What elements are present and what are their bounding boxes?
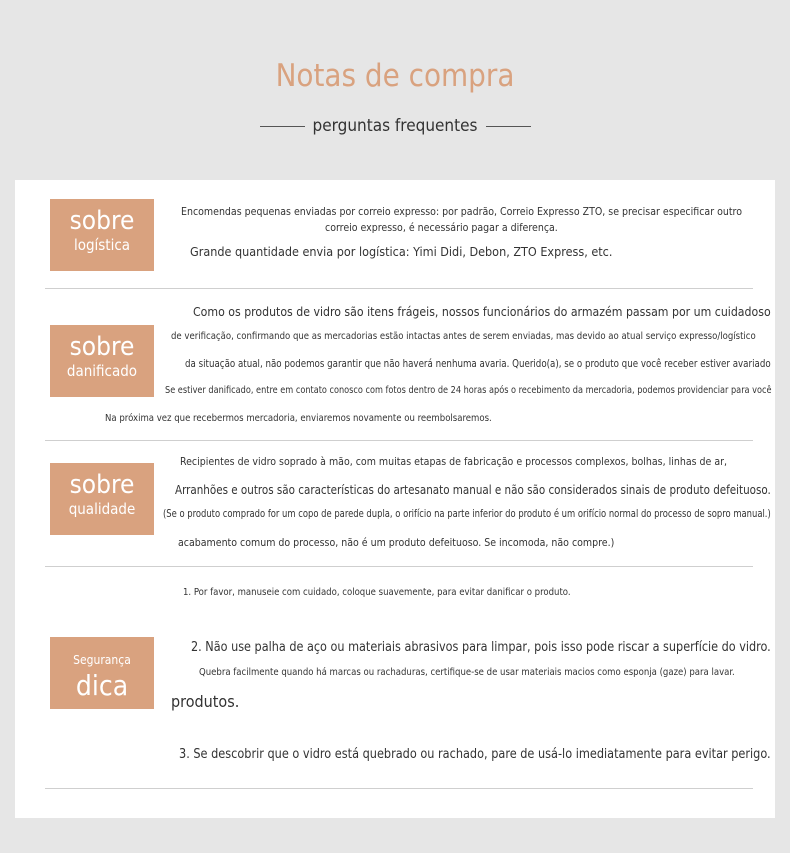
damage-label xyxy=(50,325,154,397)
safety-label-big: dica xyxy=(75,669,129,702)
divider-2 xyxy=(45,440,753,441)
logistics-line-1: Encomendas pequenas enviadas por correio expresso: por padrão, Correio Expresso ZTO, se precisar especificar outro xyxy=(181,206,742,218)
damage-line-5: Na próxima vez que recebermos mercadoria, enviaremos novamente ou reembolsaremos. xyxy=(105,413,492,424)
quality-label xyxy=(50,463,154,535)
damage-label-big: sobre xyxy=(69,332,135,362)
quality-line-3: (Se o produto comprado for um copo de parede dupla, o orifício na parte inferior do produto é um orifício normal do processo de sopro manual.) xyxy=(163,508,771,520)
page-subtitle: perguntas frequentes xyxy=(312,116,478,136)
logistics-line-3: Grande quantidade envia por logística: Yimi Didi, Debon, ZTO Express, etc. xyxy=(190,244,613,259)
damage-line-2: de verificação, confirmando que as mercadorias estão intactas antes de serem enviadas, mas devido ao atual serviço expresso/logístico xyxy=(171,331,756,342)
subtitle-line-left xyxy=(260,126,305,127)
safety-label xyxy=(50,637,154,709)
damage-line-3: da situação atual, não podemos garantir que não haverá nenhuma avaria. Querido(a), se o produto que você receber estiver avariado xyxy=(185,358,771,370)
damage-line-1: Como os produtos de vidro são itens frágeis, nossos funcionários do armazém passam por um cuidadoso xyxy=(193,304,771,319)
divider-4 xyxy=(45,788,753,789)
quality-line-4: acabamento comum do processo, não é um produto defeituoso. Se incomoda, não compre.) xyxy=(178,537,615,549)
faq-card xyxy=(15,180,775,818)
quality-line-1: Recipientes de vidro soprado à mão, com muitas etapas de fabricação e processos complexos, bolhas, linhas de ar, xyxy=(180,456,728,468)
subtitle-row xyxy=(0,116,790,136)
divider-3 xyxy=(45,566,753,567)
safety-line-4: produtos. xyxy=(171,692,240,711)
safety-line-3: Quebra facilmente quando há marcas ou rachaduras, certifique-se de usar materiais macios como esponja (gaze) para lavar. xyxy=(199,667,735,678)
safety-label-small: Segurança xyxy=(73,653,131,667)
page-title: Notas de compra xyxy=(275,58,515,94)
logistics-line-2: correio expresso, é necessário pagar a diferença. xyxy=(325,222,558,234)
quality-label-small: qualidade xyxy=(68,500,136,518)
logistics-label-small: logística xyxy=(73,236,131,254)
safety-line-1: 1. Por favor, manuseie com cuidado, coloque suavemente, para evitar danificar o produto. xyxy=(183,587,571,598)
quality-line-2: Arranhões e outros são características do artesanato manual e não são considerados sinais de produto defeituoso. xyxy=(175,482,771,497)
quality-label-big: sobre xyxy=(69,470,135,500)
logistics-label xyxy=(50,199,154,271)
damage-line-4: Se estiver danificado, entre em contato conosco com fotos dentro de 24 horas após o recebimento da mercadoria, podemos providenciar para você xyxy=(165,385,772,396)
safety-line-2: 2. Não use palha de aço ou materiais abrasivos para limpar, pois isso pode riscar a superfície do vidro. xyxy=(191,640,771,655)
safety-line-5: 3. Se descobrir que o vidro está quebrado ou rachado, pare de usá-lo imediatamente para evitar perigo. xyxy=(179,747,771,762)
damage-label-small: danificado xyxy=(66,362,138,380)
logistics-label-big: sobre xyxy=(69,206,135,236)
subtitle-line-right xyxy=(486,126,531,127)
divider-1 xyxy=(45,288,753,289)
